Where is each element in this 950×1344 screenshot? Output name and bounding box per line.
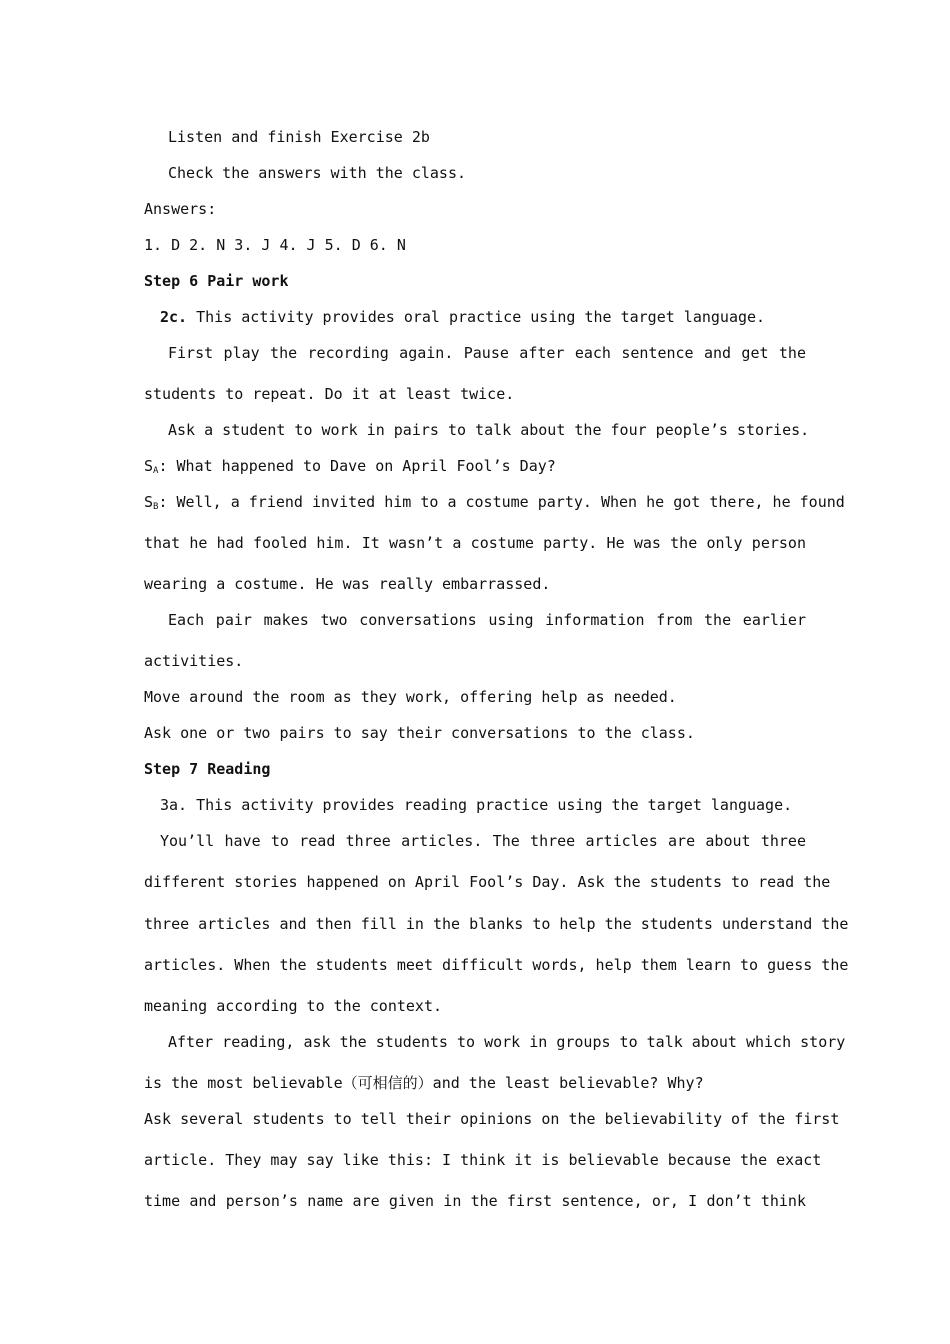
step7-p3-line1: Ask several students to tell their opinions on the believability of the first: [144, 1110, 840, 1128]
answers-list: 1. D 2. N 3. J 4. J 5. D 6. N: [144, 236, 406, 254]
listen-instruction: Listen and finish Exercise 2b: [168, 128, 430, 146]
step6-p3-line2: activities.: [144, 652, 244, 670]
answers-label: Answers:: [144, 200, 217, 218]
step7-intro: 3a. This activity provides reading practice using the target language.: [160, 796, 793, 814]
step6-p2: Ask a student to work in pairs to talk about the four people’s stories.: [168, 421, 810, 439]
dialogue-sa: [144, 457, 806, 475]
step6-intro-text: This activity provides oral practice using the target language.: [187, 308, 766, 326]
step7-p1-line4: articles. When the students meet difficult words, help them learn to guess the: [144, 956, 849, 974]
step7-p1-line5: meaning according to the context.: [144, 997, 443, 1015]
speaker-letter: S: [144, 457, 154, 475]
step6-heading: Step 6 Pair work: [144, 272, 289, 290]
step7-p1-line2: different stories happened on April Fool’s Day. Ask the students to read the: [144, 873, 831, 891]
step6-p1-line2: students to repeat. Do it at least twice.: [144, 385, 515, 403]
step7-p2-line1: After reading, ask the students to work in groups to talk about which story: [168, 1033, 846, 1051]
step6-p4: Move around the room as they work, offering help as needed.: [144, 688, 677, 706]
dialogue-sb-line1: [144, 493, 845, 512]
step6-p1-line1: First play the recording again. Pause after each sentence and get the: [168, 344, 806, 362]
step7-p2-line2: is the most believable（可相信的）and the least believable? Why?: [144, 1074, 704, 1092]
step6-intro: [160, 308, 806, 326]
step7-p3-line3: time and person’s name are given in the first sentence, or, I don’t think: [144, 1192, 806, 1210]
step7-p1-line3: three articles and then fill in the blanks to help the students understand the: [144, 915, 849, 933]
step7-p1-line1: You’ll have to read three articles. The three articles are about three: [160, 832, 806, 850]
section-label-2c: 2c.: [160, 308, 188, 326]
step6-p5: Ask one or two pairs to say their conversations to the class.: [144, 724, 695, 742]
check-instruction: Check the answers with the class.: [168, 164, 467, 182]
step6-p3-line1: Each pair makes two conversations using information from the earlier: [168, 611, 806, 629]
dialogue-sb-line3: wearing a costume. He was really embarrassed.: [144, 575, 551, 593]
dialogue-sb-line2: that he had fooled him. It wasn’t a costume party. He was the only person: [144, 534, 806, 552]
speaker-b-sub: B: [153, 502, 159, 512]
step7-p3-line2: article. They may say like this: I think it is believable because the exact: [144, 1151, 822, 1169]
step7-heading: Step 7 Reading: [144, 760, 271, 778]
dialogue-sb-text: : Well, a friend invited him to a costume party. When he got there, he found: [158, 493, 845, 511]
speaker-a-sub: A: [153, 466, 159, 476]
speaker-letter: S: [144, 493, 154, 511]
dialogue-sa-text: : What happened to Dave on April Fool’s Day?: [158, 457, 556, 475]
